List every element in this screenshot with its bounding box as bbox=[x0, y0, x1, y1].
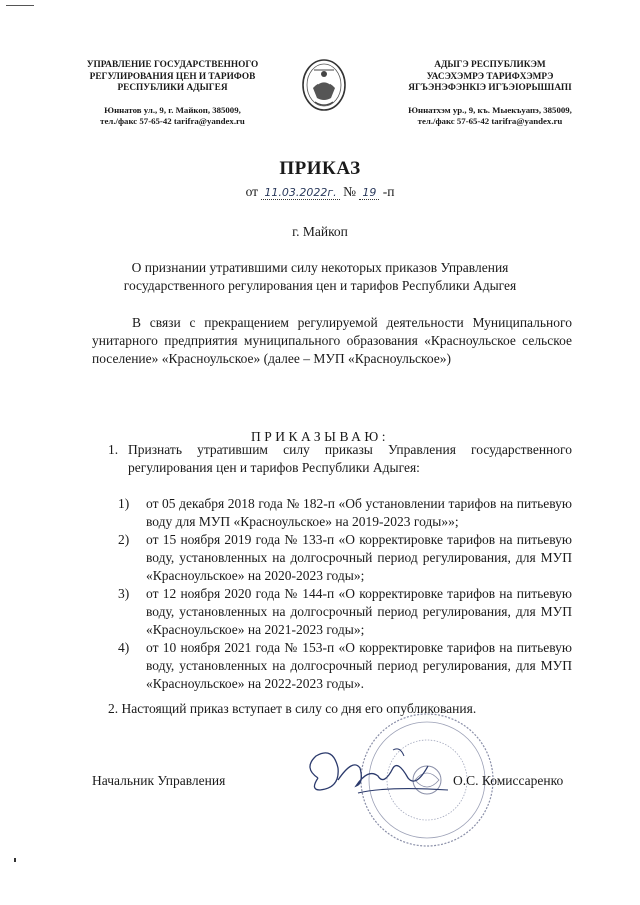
order-suffix: -п bbox=[382, 184, 395, 199]
signatory-name: О.С. Комиссаренко bbox=[453, 773, 564, 788]
header-left-address bbox=[60, 105, 285, 127]
header-right-org bbox=[370, 60, 610, 127]
sub-list-item-text: от 15 ноября 2019 года № 133-п «О корректировке тарифов на питьевую воду, установленных на долгосрочный период регулирования, для МУП «Красноульское» на 2020-2023 годы»; bbox=[146, 532, 572, 583]
sub-list-item-text: от 05 декабря 2018 года № 182-п «Об установлении тарифов на питьевую воду для МУП «Красноульское» на 2019-2023 годы»»; bbox=[146, 496, 572, 529]
top-divider bbox=[6, 5, 34, 6]
list-item bbox=[108, 700, 578, 718]
order-date: 11.03.2022г. bbox=[261, 186, 339, 200]
sub-list-item-number: 4) bbox=[118, 640, 130, 655]
header-right-line: УАСЭХЭМРЭ ТАРИФХЭМРЭ bbox=[426, 71, 554, 82]
order-prefix: от bbox=[245, 184, 259, 199]
header-left-line: РЕГУЛИРОВАНИЯ ЦЕН И ТАРИФОВ bbox=[89, 71, 256, 82]
sub-list-item bbox=[118, 531, 572, 585]
list-item-text: Признать утратившим силу приказы Управления государственного регулирования цен и тарифов Республики Адыгея: bbox=[128, 442, 572, 475]
order-word: ПРИКАЗЫВАЮ: bbox=[251, 429, 389, 444]
preamble-paragraph: В связи с прекращением регулируемой деятельности Муниципального унитарного предприятия муниципального образования «Красноульское сельское поселение» «Красноульское» (далее – МУП «Красноульское») bbox=[92, 315, 572, 366]
header-right-address-line: тел./факс 57-65-42 tarifra@yandex.ru bbox=[417, 115, 563, 126]
sub-list-item bbox=[118, 585, 572, 639]
order-line bbox=[0, 184, 640, 200]
list-item bbox=[92, 441, 572, 477]
order-number: 19 bbox=[359, 186, 379, 200]
header-left-address-line: Юннатов ул., 9, г. Майкоп, 385009, bbox=[104, 104, 241, 115]
sub-list-item-number: 3) bbox=[118, 586, 130, 601]
signatory-position: Начальник Управления bbox=[92, 773, 226, 788]
sub-list-item-number: 1) bbox=[118, 496, 130, 511]
handwritten-signature-icon bbox=[298, 738, 468, 818]
sub-list-item-number: 2) bbox=[118, 532, 130, 547]
city: г. Майкоп bbox=[292, 224, 348, 239]
document-title: ПРИКАЗ bbox=[279, 158, 361, 179]
document-subject: О признании утратившими силу некоторых приказов Управления государственного регулирования цен и тарифов Республики Адыгея bbox=[123, 260, 517, 293]
scan-mark bbox=[14, 858, 16, 862]
header-left-line: УПРАВЛЕНИЕ ГОСУДАРСТВЕННОГО bbox=[86, 60, 259, 70]
sub-list-item bbox=[118, 639, 572, 693]
header-right-line: АДЫГЭ РЕСПУБЛИКЭМ bbox=[434, 60, 546, 70]
adygea-coat-of-arms-icon bbox=[301, 58, 347, 112]
sub-list-item-text: от 12 ноября 2020 года № 144-п «О корректировке тарифов на питьевую воду, установленных на долгосрочный период регулирования, для МУП «Красноульское» на 2021-2023 годы»; bbox=[146, 586, 572, 637]
header-left-org bbox=[60, 60, 285, 127]
sub-list-item bbox=[118, 495, 572, 531]
header-right-line: ЯГЪЭНЭФЭНКIЭ ИГЪЭIОРЫШIАПI bbox=[408, 83, 572, 93]
header-left-address-line: тел./факс 57-65-42 tarifra@yandex.ru bbox=[100, 115, 245, 126]
header-right-address bbox=[370, 105, 610, 127]
header-right-address-line: Юннатхэм ур., 9, къ. Мыекъуапэ, 385009, bbox=[408, 104, 572, 115]
list-item-text: Настоящий приказ вступает в силу со дня его опубликования. bbox=[121, 701, 477, 716]
sub-list-item-text: от 10 ноября 2021 года № 153-п «О корректировке тарифов на питьевую воду, установленных на долгосрочный период регулирования, для МУП «Красноульское» на 2022-2023 годы». bbox=[146, 640, 572, 691]
order-number-label: № bbox=[343, 184, 356, 199]
header-left-line: РЕСПУБЛИКИ АДЫГЕЯ bbox=[117, 83, 228, 93]
list-item-number: 1. bbox=[108, 442, 119, 457]
list-item-number: 2. bbox=[108, 701, 119, 716]
